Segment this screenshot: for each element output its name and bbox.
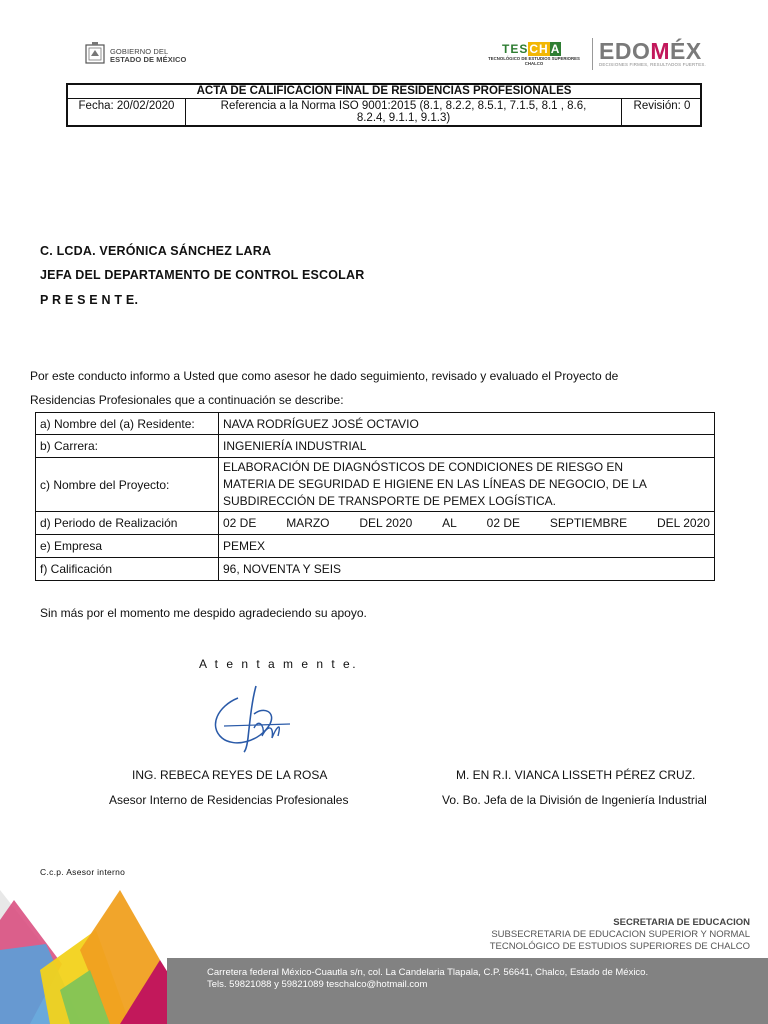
closing-text: Sin más por el momento me despido agradeciendo su apoyo. xyxy=(40,606,367,620)
intro-paragraph xyxy=(30,364,720,412)
row-value: NAVA RODRÍGUEZ JOSÉ OCTAVIO xyxy=(219,413,715,435)
footer-sec-line3: TECNOLÓGICO DE ESTUDIOS SUPERIORES DE CHALCO xyxy=(489,941,750,952)
handwritten-signature xyxy=(204,680,294,756)
addressee-position: JEFA DEL DEPARTAMENTO DE CONTROL ESCOLAR xyxy=(40,268,365,282)
gob-logo-line2: ESTADO DE MÉXICO xyxy=(110,55,187,64)
left-signer-name: ING. REBECA REYES DE LA ROSA xyxy=(132,768,328,782)
row-label: a) Nombre del (a) Residente: xyxy=(36,413,219,435)
referencia-cell xyxy=(186,99,622,126)
tescha-word-a: TES xyxy=(502,42,529,56)
row-value: PEMEX xyxy=(219,535,715,558)
table-row-empresa xyxy=(36,535,715,558)
footer-sec-line2: SUBSECRETARIA DE EDUCACION SUPERIOR Y NORMAL xyxy=(491,929,750,940)
footer-sec-line1: SECRETARIA DE EDUCACION xyxy=(613,917,750,928)
periodo-end-year: DEL 2020 xyxy=(657,516,710,530)
table-row-carrera xyxy=(36,435,715,458)
addressee-name: C. LCDA. VERÓNICA SÁNCHEZ LARA xyxy=(40,244,272,258)
edomex-logo xyxy=(592,38,733,70)
intro-line2: Residencias Profesionales que a continuación se describe: xyxy=(30,393,344,407)
periodo-start-month: MARZO xyxy=(286,516,330,530)
tescha-word-c: A xyxy=(550,42,561,56)
state-seal-icon xyxy=(84,42,106,66)
row-label: d) Periodo de Realización xyxy=(36,512,219,535)
tescha-word-b: CH xyxy=(529,42,549,56)
edomex-word-c: ÉX xyxy=(670,38,702,64)
addressee-presente: P R E S E N T E. xyxy=(40,293,139,307)
edomex-word-b: M xyxy=(650,38,671,64)
periodo-end-month: SEPTIEMBRE xyxy=(549,516,628,530)
periodo-al: AL xyxy=(442,516,457,530)
table-row-proyecto xyxy=(36,458,715,512)
row-value: 96, NOVENTA Y SEIS xyxy=(219,558,715,581)
intro-line1: Por este conducto informo a Usted que como asesor he dado seguimiento, revisado y evaluado el Proyecto de xyxy=(30,369,619,383)
ccp-note: C.c.p. Asesor interno xyxy=(40,867,126,877)
row-label: b) Carrera: xyxy=(36,435,219,458)
document-header-table xyxy=(66,83,702,127)
footer-addr-line1: Carretera federal México-Cuautla s/n, col. La Candelaria Tlapala, C.P. 56641, Chalco, Estado de México. xyxy=(207,967,649,978)
fecha-cell: Fecha: 20/02/2020 xyxy=(68,99,186,126)
proyecto-line2: MATERIA DE SEGURIDAD E HIGIENE EN LAS LÍNEAS DE NEGOCIO, DE LA xyxy=(223,477,647,491)
row-value xyxy=(219,458,715,512)
edomex-tagline: DECISIONES FIRMES, RESULTADOS FUERTES. xyxy=(599,62,706,67)
tescha-sub-1: TECNOLÓGICO DE ESTUDIOS SUPERIORES xyxy=(488,56,580,61)
document-title: ACTA DE CALIFICACIÓN FINAL DE RESIDENCIAS PROFESIONALES xyxy=(68,85,700,99)
footer-address xyxy=(207,967,648,991)
proyecto-line1: ELABORACIÓN DE DIAGNÓSTICOS DE CONDICIONES DE RIESGO EN xyxy=(223,460,624,474)
row-label: e) Empresa xyxy=(36,535,219,558)
periodo-start-day: 02 DE xyxy=(223,516,257,530)
footer-addr-line2: Tels. 59821088 y 59821089 teschalco@hotmail.com xyxy=(207,979,428,990)
proyecto-line3: SUBDIRECCIÓN DE TRANSPORTE DE PEMEX LOGÍSTICA. xyxy=(223,494,556,508)
periodo-end-day: 02 DE xyxy=(486,516,520,530)
row-label: f) Calificación xyxy=(36,558,219,581)
gob-logo-line1: GOBIERNO DEL xyxy=(110,47,169,56)
tescha-logo xyxy=(478,42,590,68)
table-row-calificacion xyxy=(36,558,715,581)
left-signer-role: Asesor Interno de Residencias Profesionales xyxy=(109,793,349,807)
revision-cell: Revisión: 0 xyxy=(633,100,691,112)
row-label: c) Nombre del Proyecto: xyxy=(36,458,219,512)
gobierno-estado-mexico-logo xyxy=(84,42,194,68)
residency-data-table xyxy=(35,412,715,581)
periodo-start-year: DEL 2020 xyxy=(359,516,413,530)
footer-secretaria xyxy=(490,917,750,953)
tescha-sub-2: CHALCO xyxy=(524,61,544,66)
edomex-word-a: EDO xyxy=(599,38,651,64)
referencia-line2: 8.2.4, 9.1.1, 9.1.3) xyxy=(356,112,451,124)
row-value xyxy=(219,512,715,535)
row-value: INGENIERÍA INDUSTRIAL xyxy=(219,435,715,458)
referencia-line1: Referencia a la Norma ISO 9001:2015 (8.1, 8.2.2, 8.5.1, 7.1.5, 8.1 , 8.6, xyxy=(220,100,587,112)
atentamente-text: A t e n t a m e n t e. xyxy=(199,657,359,671)
right-signer-role: Vo. Bo. Jefa de la División de Ingeniería Industrial xyxy=(442,793,707,807)
table-row-periodo xyxy=(36,512,715,535)
table-row-residente xyxy=(36,413,715,435)
right-signer-name: M. EN R.I. VIANCA LISSETH PÉREZ CRUZ. xyxy=(456,768,696,782)
